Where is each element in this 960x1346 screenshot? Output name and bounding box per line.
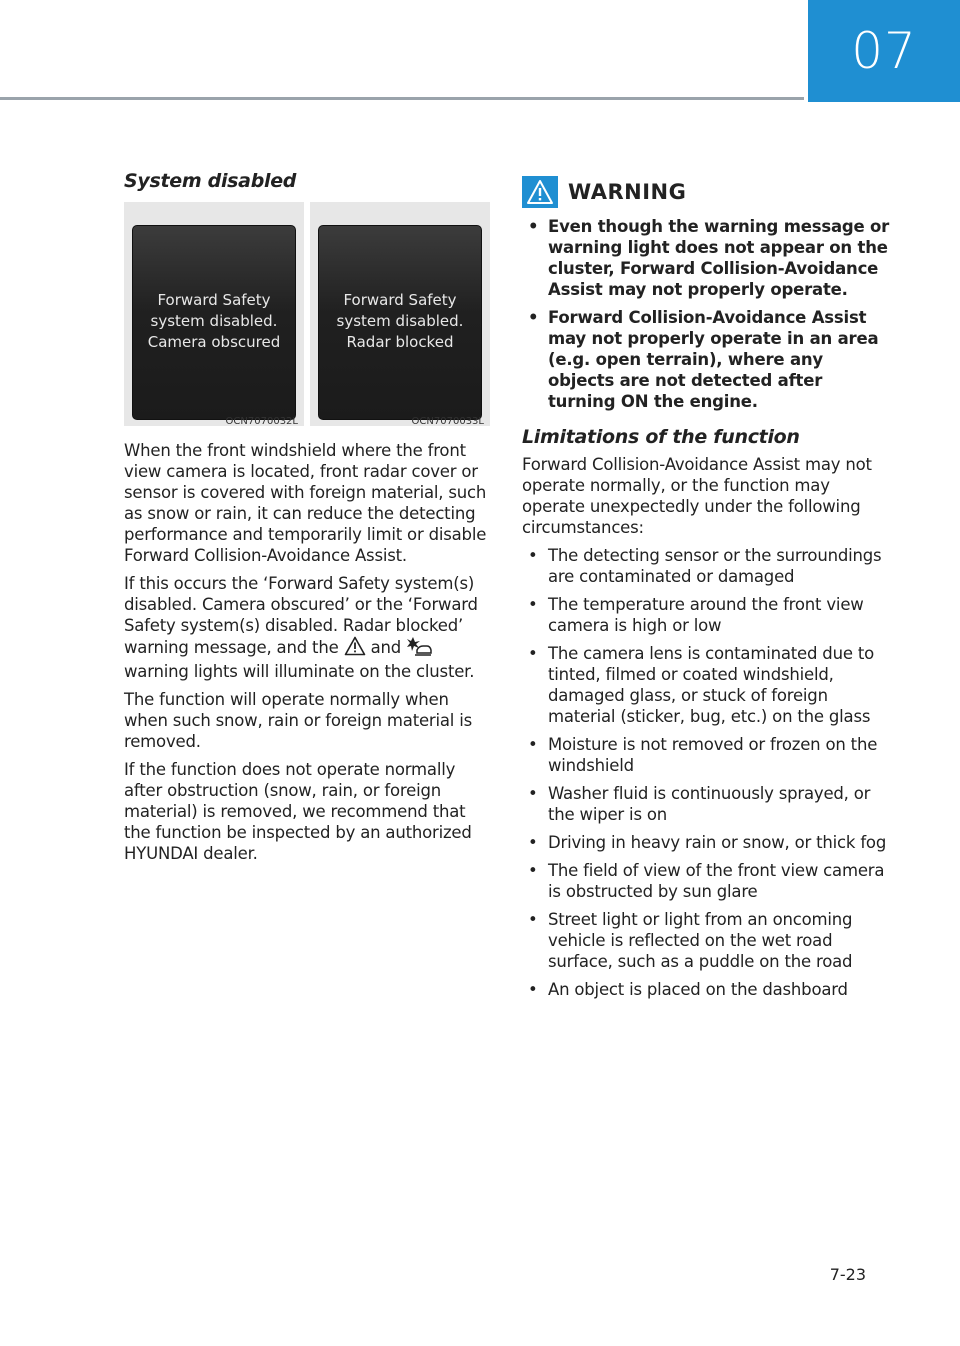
list-item: • Driving in heavy rain or snow, or thick fog: [522, 832, 890, 853]
paragraph: The function will operate normally when when such snow, rain or foreign material is removed.: [124, 690, 473, 751]
page-number: 7-23: [829, 1265, 866, 1284]
warning-triangle-icon: [522, 176, 558, 208]
list-item: • Even though the warning message or warning light does not appear on the cluster, Forward Collision-Avoidance Assist may not properly operate.: [522, 216, 890, 300]
limitations-list: [522, 545, 890, 1000]
list-item: • The camera lens is contaminated due to tinted, filmed or coated windshield, damaged glass, or stuck of foreign material (sticker, bug, etc.) on the glass: [522, 643, 890, 727]
warning-triangle-icon: [344, 636, 366, 661]
list-item: • An object is placed on the dashboard: [522, 979, 890, 1000]
section-heading-limitations: Limitations of the function: [522, 426, 800, 448]
paragraph: Forward Collision-Avoidance Assist may not operate normally, or the function may operate unexpectedly under the following circumstances:: [522, 455, 872, 537]
left-body: [124, 440, 490, 864]
list-item: • The detecting sensor or the surroundings are contaminated or damaged: [522, 545, 890, 587]
figure-camera-obscured: [124, 202, 304, 426]
cluster-message: Forward Safety system disabled. Radar blocked: [336, 291, 464, 351]
cluster-screen: [318, 225, 482, 420]
warning-label: WARNING: [568, 180, 687, 204]
section-heading-system-disabled: System disabled: [124, 170, 297, 192]
paragraph-text: If this occurs the ‘Forward Safety system(s) disabled. Camera obscured’ or the ‘Forward Safety system(s) disabled. Radar blocked’ warning message, and the: [124, 574, 478, 657]
figure-row: [124, 202, 490, 426]
figure-code: OCN7070033L: [411, 416, 484, 427]
list-item: • Street light or light from an oncoming vehicle is reflected on the wet road surface, such as a puddle on the road: [522, 909, 890, 972]
cluster-message: Forward Safety system disabled. Camera obscured: [147, 291, 281, 351]
warning-header: [522, 176, 890, 208]
paragraph-text: and: [370, 638, 402, 657]
list-item: • The field of view of the front view camera is obstructed by sun glare: [522, 860, 890, 902]
figure-code: OCN7070032L: [225, 416, 298, 427]
cluster-screen: [132, 225, 296, 420]
list-item: • Forward Collision-Avoidance Assist may not properly operate in an area (e.g. open terrain), where any objects are not detected after turning ON the engine.: [522, 307, 890, 412]
paragraph-warning-lights: [124, 573, 490, 682]
header-rule: [0, 97, 804, 100]
list-item: • The temperature around the front view camera is high or low: [522, 594, 890, 636]
left-column: [124, 170, 490, 871]
warning-list: [522, 216, 890, 412]
paragraph: If the function does not operate normally after obstruction (snow, rain, or foreign material) is removed, we recommend that the function be inspected by an authorized HYUNDAI dealer.: [124, 760, 472, 863]
paragraph: When the front windshield where the front view camera is located, front radar cover or sensor is covered with foreign material, such as snow or rain, it can reduce the detecting performance and temporarily limit or disable Forward Collision-Avoidance Assist.: [124, 441, 487, 565]
chapter-tab: [808, 0, 960, 102]
list-item: • Washer fluid is continuously sprayed, or the wiper is on: [522, 783, 890, 825]
chapter-number: 07: [851, 22, 917, 80]
forward-collision-icon: [406, 636, 432, 661]
list-item: • Moisture is not removed or frozen on the windshield: [522, 734, 890, 776]
paragraph-text: warning lights will illuminate on the cluster.: [124, 662, 475, 681]
right-column: [522, 170, 890, 1007]
figure-radar-blocked: [310, 202, 490, 426]
